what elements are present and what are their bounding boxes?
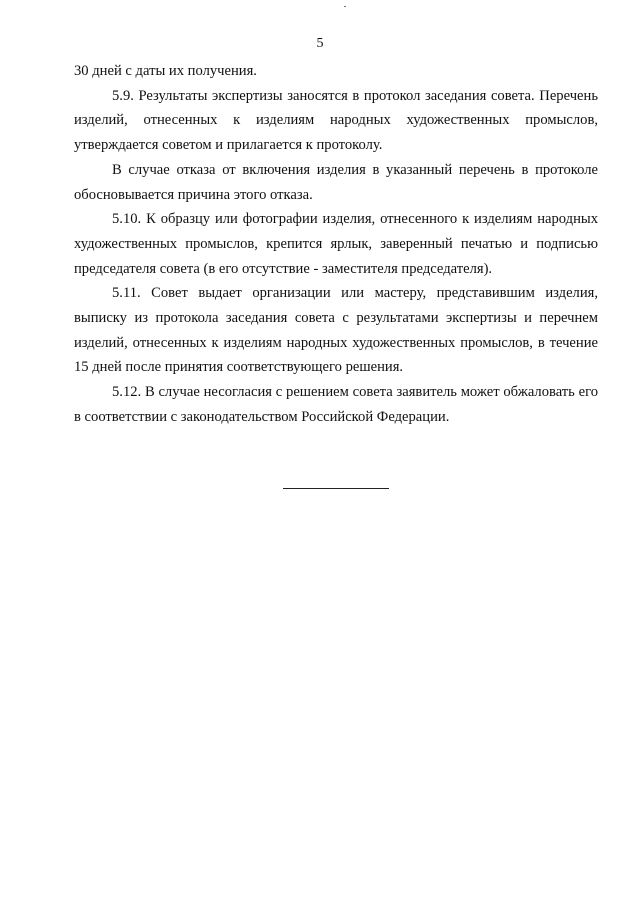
paragraph-continuation: 30 дней с даты их получения. [74, 63, 257, 79]
scan-speck [344, 6, 346, 7]
paragraph-5-10: 5.10. К образцу или фотографии изделия, отнесенного к изделиям народных художественных промыслов, крепится ярлык, заверенный печатью и подписью председателя совета (в его отсутствие - заместителя председателя). [74, 211, 598, 277]
paragraph-5-9: 5.9. Результаты экспертизы заносятся в протокол заседания совета. Перечень изделий, отнесенных к изделиям народных художественных промыслов, утверждается советом и прилагается к протоколу. [74, 87, 598, 154]
document-body [74, 59, 598, 430]
page-number: 5 [316, 36, 324, 51]
paragraph-refusal: В случае отказа от включения изделия в указанный перечень в протоколе обосновывается причина этого отказа. [74, 161, 598, 203]
paragraph-5-12: 5.12. В случае несогласия с решением совета заявитель может обжаловать его в соответствии с законодательством Российской Федерации. [74, 384, 598, 425]
paragraph-5-11: 5.11. Совет выдает организации или мастеру, представившим изделия, выписку из протокола заседания совета с результатами экспертизы и перечнем изделий, отнесенных к изделиям народных художественных промыслов, в течение 15 дней после принятия соответствующего решения. [74, 285, 598, 376]
end-of-document-rule [283, 488, 389, 489]
